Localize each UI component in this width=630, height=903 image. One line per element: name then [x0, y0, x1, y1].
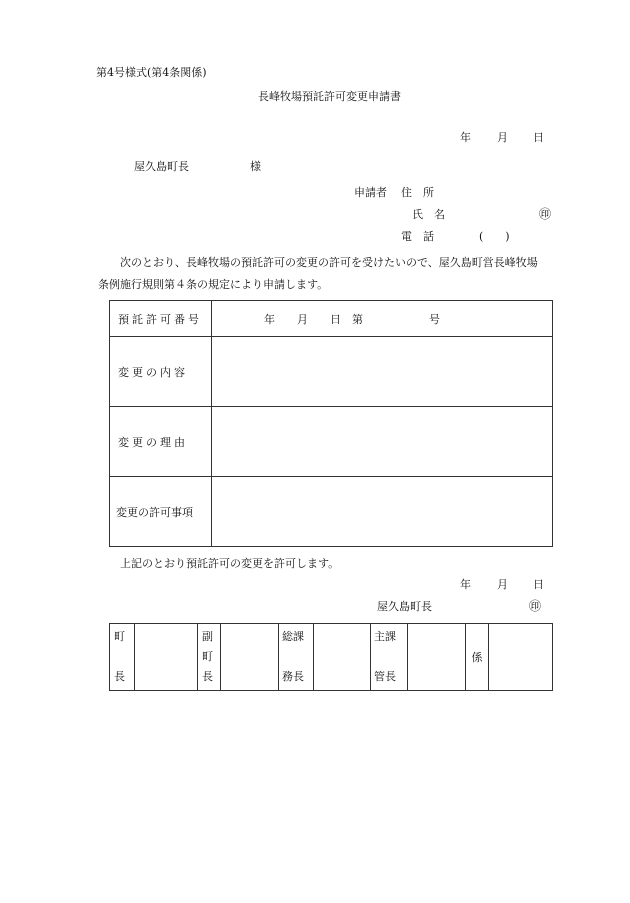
- table-row: [110, 624, 553, 691]
- permit-number-value: 年 月 日 第 号: [212, 301, 553, 337]
- document-title: 長峰牧場預託許可変更申請書: [258, 90, 401, 103]
- stamp-box-staff: [489, 624, 553, 691]
- table-row: [110, 407, 553, 477]
- table-row: [110, 337, 553, 407]
- stamp-label-bottom: 務長: [282, 670, 304, 683]
- stamp-label-top: 副: [202, 630, 213, 643]
- addressee-honorific: 様: [250, 160, 261, 173]
- stamp-label-deputy-mayor: [198, 624, 221, 691]
- approval-day-label: 日: [533, 578, 544, 591]
- stamp-label-bottom: 長: [114, 670, 125, 683]
- change-content-value: [212, 337, 553, 407]
- date-year-label: 年: [460, 131, 471, 144]
- stamp-label-general-affairs: [279, 624, 314, 691]
- approval-month-label: 月: [497, 578, 508, 591]
- stamp-label-department: [371, 624, 408, 691]
- applicant-seal: ㊞: [539, 207, 552, 221]
- form-number: 第4号様式(第4条関係): [96, 66, 207, 79]
- phone-paren: ( ): [479, 230, 510, 243]
- stamp-table: [109, 623, 553, 691]
- change-content-label: 変更の内容: [110, 337, 212, 407]
- approval-signer: 屋久島町長: [377, 600, 432, 613]
- stamp-label-staff: 係: [466, 624, 489, 691]
- addressee-name: 屋久島町長: [134, 160, 189, 173]
- applicant-label: 申請者: [354, 186, 387, 199]
- table-row: [110, 477, 553, 547]
- table-row: [110, 301, 553, 337]
- address-label: 住 所: [401, 186, 434, 199]
- stamp-label-top: 主課: [374, 630, 396, 643]
- approval-text: 上記のとおり預託許可の変更を許可します。: [120, 557, 340, 570]
- permit-number-label: 預託許可番号: [110, 301, 212, 337]
- main-table: [109, 300, 553, 547]
- stamp-label-top: 総課: [282, 630, 304, 643]
- approval-seal: ㊞: [529, 599, 542, 613]
- body-text-line2: 条例施行規則第４条の規定により申請します。: [98, 278, 329, 291]
- stamp-box-department: [408, 624, 466, 691]
- body-text-line1: 次のとおり、長峰牧場の預託許可の変更の許可を受けたいので、屋久島町営長峰牧場: [120, 256, 538, 269]
- date-day-label: 日: [533, 131, 544, 144]
- phone-label: 電 話: [401, 230, 434, 243]
- stamp-box-deputy-mayor: [221, 624, 279, 691]
- change-reason-label: 変更の理由: [110, 407, 212, 477]
- name-label: 氏 名: [412, 208, 445, 221]
- approval-year-label: 年: [460, 578, 471, 591]
- stamp-label-mid: 町: [202, 650, 213, 663]
- stamp-label-top: 町: [114, 630, 125, 643]
- stamp-box-general-affairs: [314, 624, 371, 691]
- stamp-box-mayor: [135, 624, 198, 691]
- change-reason-value: [212, 407, 553, 477]
- stamp-label-mayor: [110, 624, 135, 691]
- stamp-label-bottom: 長: [202, 670, 213, 683]
- date-month-label: 月: [497, 131, 508, 144]
- permitted-items-value: [212, 477, 553, 547]
- stamp-label-bottom: 管長: [374, 670, 396, 683]
- permitted-items-label: 変更の許可事項: [110, 477, 212, 547]
